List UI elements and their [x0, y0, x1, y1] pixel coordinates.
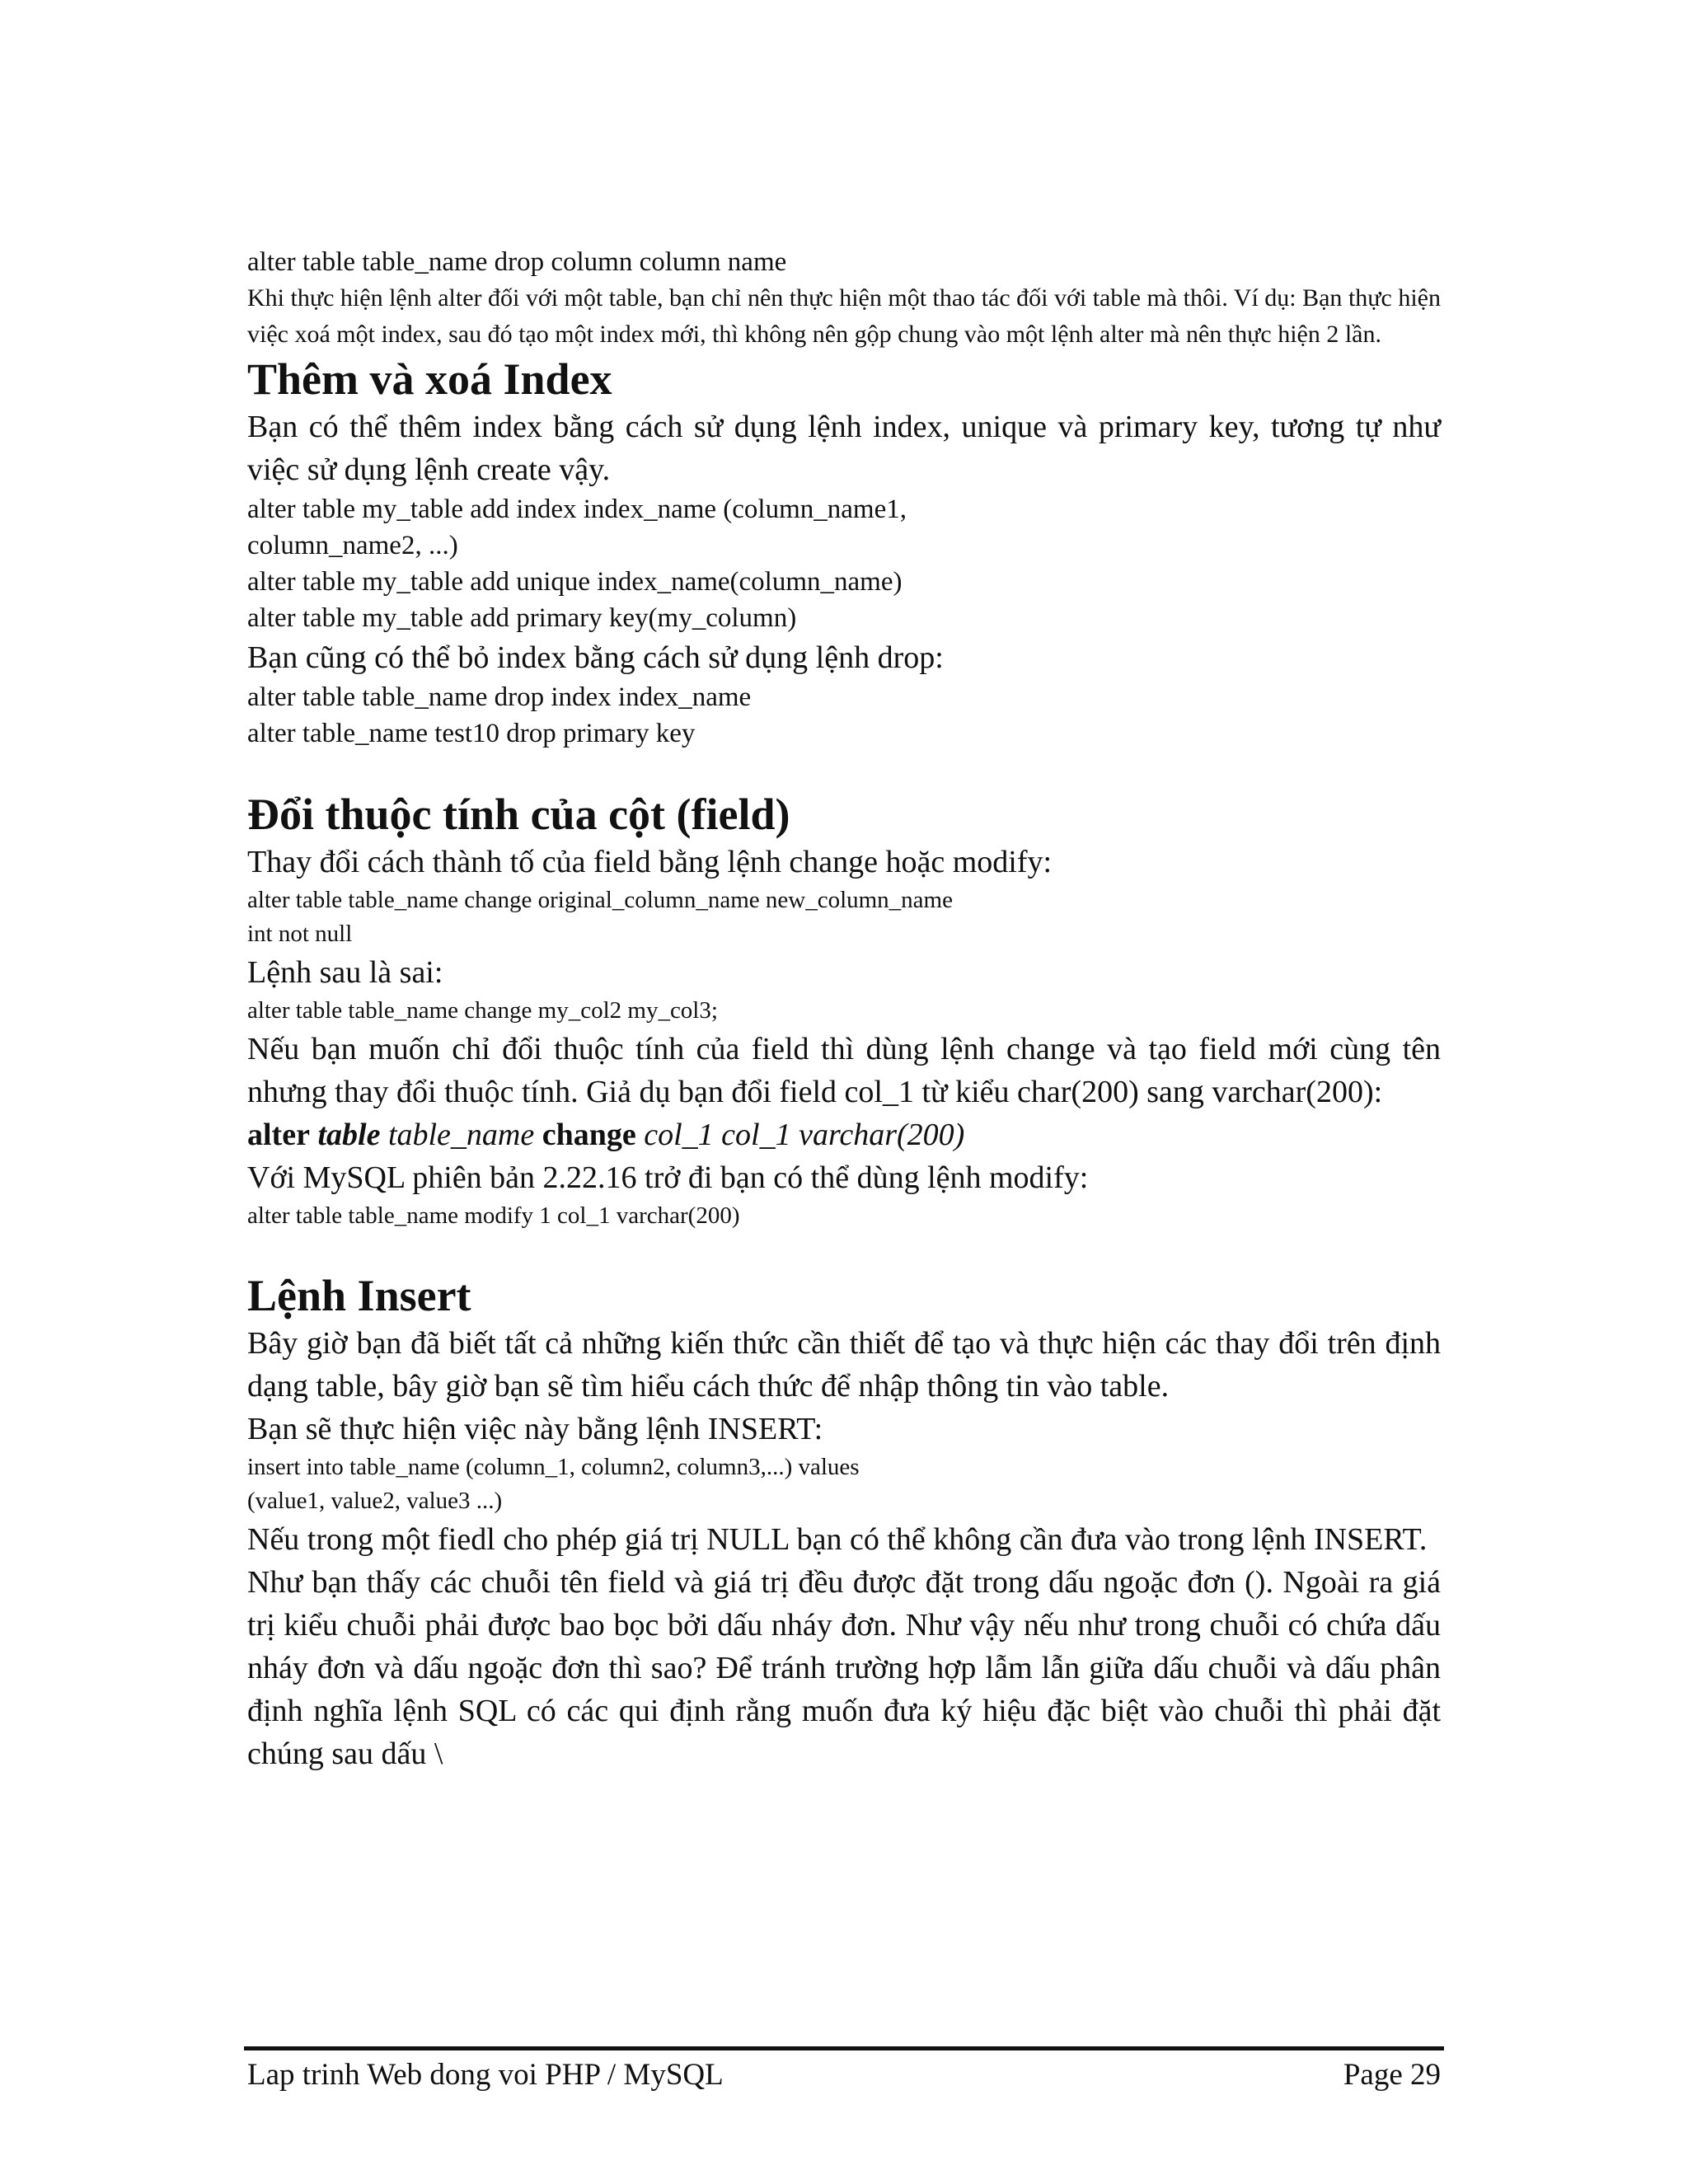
- paragraph-wrong-command: Lệnh sau là sai:: [247, 955, 443, 990]
- code-line-drop-index: alter table table_name drop index index_name: [247, 682, 752, 712]
- code-line-add-primary-key: alter table my_table add primary key(my_column): [247, 603, 797, 633]
- code-line-insert-1: insert into table_name (column_1, column2, column3,...) values: [247, 1454, 860, 1480]
- page-body: [247, 244, 1441, 1775]
- heading-change-column: Đổi thuộc tính của cột (field): [247, 790, 790, 839]
- paragraph-add-index: Bạn có thể thêm index bằng cách sử dụng lệnh index, unique và primary key, tương tự như việc sử dụng lệnh create vậy.: [247, 410, 1441, 487]
- code-line-modify: alter table table_name modify 1 col_1 varchar(200): [247, 1202, 740, 1229]
- page-number: Page 29: [1343, 2058, 1441, 2092]
- footer-title: Lap trinh Web dong voi PHP / MySQL: [247, 2058, 724, 2092]
- code-line-change-1: alter table table_name change original_column_name new_column_name: [247, 887, 953, 913]
- heading-insert: Lệnh Insert: [247, 1271, 471, 1320]
- code-line-drop-column: alter table table_name drop column column name: [247, 247, 787, 277]
- paragraph-escape-chars: Như bạn thấy các chuỗi tên field và giá trị đều được đặt trong dấu ngoặc đơn (). Ngoài ra giá trị kiểu chuỗi phải được bao bọc bởi dấu nháy đơn. Như vậy nếu như trong chuỗi có chứa dấu nháy đơn và dấu ngoặc đơn thì sao? Để tránh trường hợp lẫm lẫn giữa dấu chuỗi và dấu phân định nghĩa lệnh SQL có các qui định rằng muốn đưa ký hiệu đặc biệt vào chuỗi thì phải đặt chúng sau dấu \: [247, 1565, 1441, 1771]
- code-line-insert-2: (value1, value2, value3 ...): [247, 1488, 503, 1514]
- keyword-change: change: [542, 1118, 636, 1152]
- code-line-change-2: int not null: [247, 921, 353, 947]
- code-line-drop-primary-key: alter table_name test10 drop primary key: [247, 719, 696, 748]
- identifier-table-name: table_name: [387, 1118, 535, 1152]
- code-line-change-example: [247, 1113, 1441, 1156]
- paragraph-null-fields: Nếu trong một fiedl cho phép giá trị NULL bạn có thể không cần đưa vào trong lệnh INSERT.: [247, 1522, 1428, 1557]
- page-footer: [247, 2055, 1441, 2095]
- paragraph-change-attribute: Nếu bạn muốn chỉ đổi thuộc tính của field thì dùng lệnh change và tạo field mới cùng tên nhưng thay đổi thuộc tính. Giả dụ bạn đổi field col_1 từ kiểu char(200) sang varchar(200):: [247, 1032, 1441, 1109]
- paragraph-drop-index: Bạn cũng có thể bỏ index bằng cách sử dụng lệnh drop:: [247, 640, 944, 675]
- code-line-add-unique: alter table my_table add unique index_name(column_name): [247, 567, 903, 597]
- heading-add-remove-index: Thêm và xoá Index: [247, 354, 612, 404]
- section-gap: [247, 1233, 1441, 1269]
- note-alter-one-operation: Khi thực hiện lệnh alter đối với một table, bạn chỉ nên thực hiện một thao tác đối với table mà thôi. Ví dụ: Bạn thực hiện việc xoá một index, sau đó tạo một index mới, thì không nên gộp chung vào một lệnh alter mà nên thực hiện 2 lần.: [247, 284, 1441, 348]
- code-line-wrong-change: alter table table_name change my_col2 my_col3;: [247, 997, 718, 1024]
- identifier-columns: col_1 col_1 varchar(200): [644, 1118, 965, 1152]
- keyword-alter: alter: [247, 1118, 310, 1152]
- paragraph-insert-intro: Bây giờ bạn đã biết tất cả những kiến thức cần thiết để tạo và thực hiện các thay đổi trên định dạng table, bây giờ bạn sẽ tìm hiểu cách thức để nhập thông tin vào table.: [247, 1326, 1441, 1404]
- paragraph-change-modify: Thay đổi cách thành tố của field bằng lệnh change hoặc modify:: [247, 845, 1053, 879]
- paragraph-insert-command: Bạn sẽ thực hiện việc này bằng lệnh INSERT:: [247, 1412, 823, 1446]
- paragraph-mysql-version: Với MySQL phiên bản 2.22.16 trở đi bạn có thể dùng lệnh modify:: [247, 1160, 1089, 1195]
- keyword-table: table: [317, 1118, 381, 1152]
- footer-divider: [244, 2046, 1444, 2050]
- section-gap: [247, 752, 1441, 788]
- code-line-add-index-2: column_name2, ...): [247, 531, 458, 560]
- code-line-add-index-1: alter table my_table add index index_name (column_name1,: [247, 494, 907, 524]
